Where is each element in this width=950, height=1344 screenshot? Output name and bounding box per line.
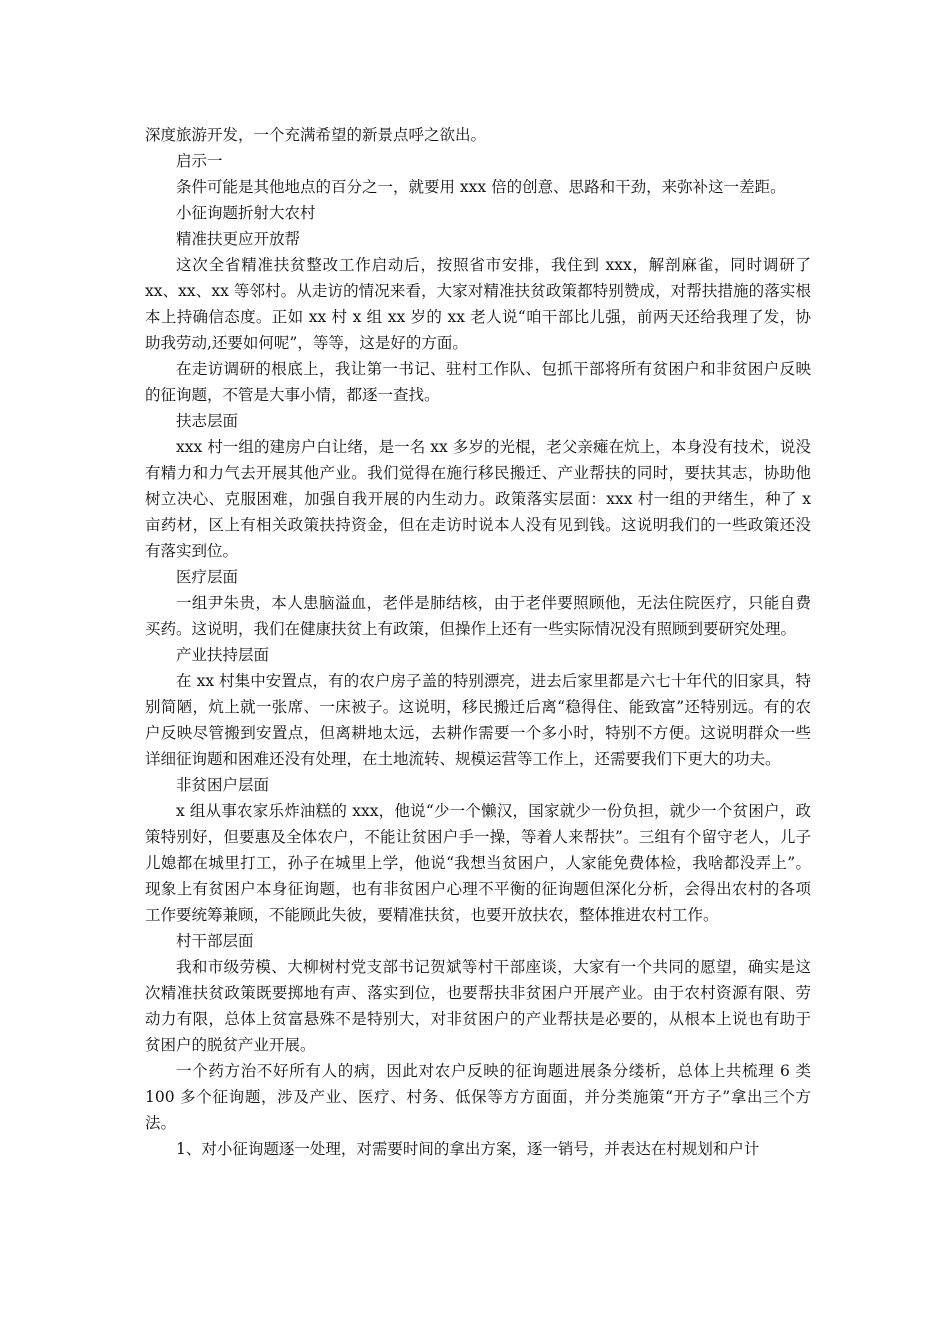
heading-precision-aid: 精准扶更应开放帮 (176, 230, 301, 248)
paragraph-industry: 在 xx 村集中安置点，有的农户房子盖的特别漂亮，进去后家里都是六七十年代的旧家具，特别简陋，炕上就一张席、一床被子。这说明，移民搬迁后离“稳得住、能致富”还特别远。有的农户反映尽管搬到安置点，但离耕地太远，去耕作需要一个多小时，特别不方便。这说明群众一些详细征询题和困难还没有处理，在土地流转、规模运营等工作上，还需要我们下更大的功夫。 (145, 672, 811, 768)
heading-village-cadres: 村干部层面 (176, 932, 254, 950)
paragraph-aspiration: xxx 村一组的建房户白让绪，是一名 xx 多岁的光棍，老父亲瘫在炕上，本身没有技术，说没有精力和力气去开展其他产业。我们觉得在施行移民搬迁、产业帮扶的同时，要扶其志，协助他树立决心、克服困难，加强自我开展的内生动力。政策落实层面：xxx 村一组的尹绪生，种了 x 亩药材，区上有相关政策扶持资金，但在走访时说本人没有见到钱。这说明我们的一些政策还没有落实到位。 (145, 438, 811, 560)
paragraph-method-one: 1、对小征询题逐一处理，对需要时间的拿出方案，逐一销号，并表达在村规划和户计 (176, 1140, 760, 1158)
heading-industry: 产业扶持层面 (176, 646, 270, 664)
heading-medical: 医疗层面 (176, 568, 239, 586)
heading-small-issues: 小征询题折射大农村 (176, 204, 316, 222)
heading-non-poor: 非贫困户层面 (176, 776, 270, 794)
paragraph-village-cadres: 我和市级劳模、大柳树村党支部书记贺斌等村干部座谈，大家有一个共同的愿望，确实是这次精准扶贫政策既要掷地有声、落实到位，也要帮扶非贫困户开展产业。由于农村资源有限、劳动力有限，总体上贫富悬殊不是特别大，对非贫困户的产业帮扶是必要的，从根本上说也有助于贫困户的脱贫产业开展。 (145, 958, 811, 1054)
paragraph-prescription: 一个药方治不好所有人的病，因此对农户反映的征询题进展条分缕析，总体上共梳理 6 类 100 多个征询题，涉及产业、医疗、村务、低保等方方面面，并分类施策“开方子”拿出三个方法。 (145, 1062, 811, 1132)
paragraph-non-poor: x 组从事农家乐炸油糕的 xxx，他说“少一个懒汉，国家就少一份负担，就少一个贫困户，政策特别好，但要惠及全体农户，不能让贫困户手一操，等着人来帮扶”。三组有个留守老人，儿子儿媳都在城里打工，孙子在城里上学，他说“我想当贫困户，人家能免费体检，我啥都没弄上”。现象上有贫困户本身征询题，也有非贫困户心理不平衡的征询题但深化分析，会得出农村的各项工作要统筹兼顾，不能顾此失彼，要精准扶贫，也要开放扶农，整体推进农村工作。 (145, 802, 811, 924)
paragraph-medical: 一组尹朱贵，本人患脑溢血，老伴是肺结核，由于老伴要照顾他，无法住院医疗，只能自费买药。这说明，我们在健康扶贫上有政策，但操作上还有一些实际情况没有照顾到要研究处理。 (145, 594, 811, 638)
heading-aspiration: 扶志层面 (176, 412, 239, 430)
paragraph-conditions: 条件可能是其他地点的百分之一，就要用 xxx 倍的创意、思路和干劲，来弥补这一差距。 (176, 178, 786, 196)
paragraph-investigation: 在走访调研的根底上，我让第一书记、驻村工作队、包抓干部将所有贫困户和非贫困户反映的征询题，不管是大事小情，都逐一查找。 (145, 360, 811, 404)
paragraph-intro: 深度旅游开发，一个充满希望的新景点呼之欲出。 (145, 126, 487, 144)
document-body (145, 122, 811, 1162)
paragraph-survey: 这次全省精准扶贫整改工作启动后，按照省市安排，我住到 xxx，解剖麻雀，同时调研了 xx、xx、xx 等邻村。从走访的情况来看，大家对精准扶贫政策都特别赞成，对帮扶措施的落实根本上持确信态度。正如 xx 村 x 组 xx 岁的 xx 老人说“咱干部比儿强，前两天还给我理了发，协助我劳动,还要如何呢”，等等，这是好的方面。 (145, 256, 811, 352)
heading-revelation-one: 启示一 (176, 152, 223, 170)
